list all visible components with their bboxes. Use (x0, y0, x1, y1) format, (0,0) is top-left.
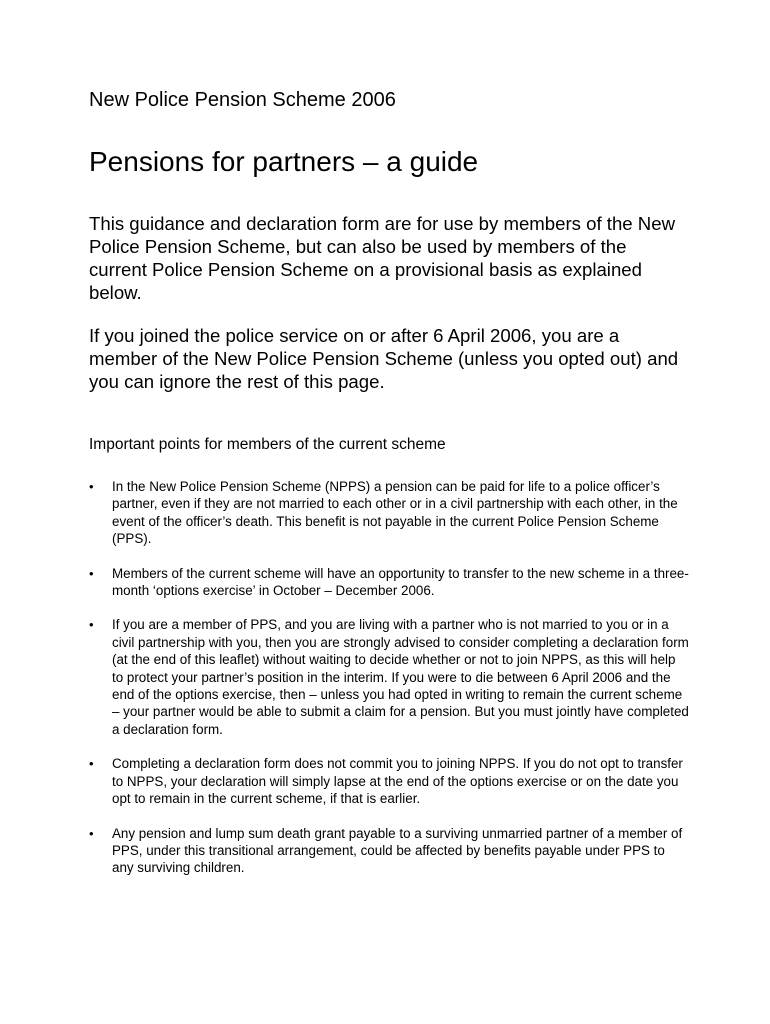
bullet-icon: • (89, 617, 94, 633)
list-item-text: Any pension and lump sum death grant payable to a surviving unmarried partner of a member of PPS, under this transitional arrangement, could be affected by benefits payable under PPS to any surviving children. (112, 825, 683, 876)
intro-paragraph-1: This guidance and declaration form are for use by members of the New Police Pension Scheme, but can also be used by members of the current Police Pension Scheme on a provisional basis as explained below. (89, 213, 675, 303)
bullet-list (89, 478, 689, 894)
list-item-text: If you are a member of PPS, and you are living with a partner who is not married to you or in a civil partnership with you, then you are strongly advised to consider completing a declaration form (at the end of this leaflet) without waiting to decide whether or not to join NPPS, as this will help to protect your partner’s position in the interim. If you were to die between 6 April 2006 and the end of the options exercise, then – unless you had opted in writing to remain the current scheme – your partner would be able to submit a claim for a pension. But you must jointly have completed a declaration form. (112, 617, 689, 737)
intro-paragraph-2: If you joined the police service on or after 6 April 2006, you are a member of the New Police Pension Scheme (unless you opted out) and you can ignore the rest of this page. (89, 325, 679, 392)
list-item-text: Members of the current scheme will have an opportunity to transfer to the new scheme in a three-month ‘options exercise’ in October – December 2006. (112, 565, 689, 599)
scheme-title: New Police Pension Scheme 2006 (89, 89, 396, 111)
list-item (89, 755, 689, 807)
list-item-text: Completing a declaration form does not commit you to joining NPPS. If you do not opt to transfer to NPPS, your declaration will simply lapse at the end of the options exercise or on the date you opt to remain in the current scheme, if that is earlier. (112, 756, 683, 807)
bullet-icon: • (89, 565, 94, 581)
section-heading: Important points for members of the current scheme (89, 436, 446, 453)
list-item-text: In the New Police Pension Scheme (NPPS) a pension can be paid for life to a police officer’s partner, even if they are not married to each other or in a civil partnership with each other, in the event of the officer’s death. This benefit is not payable in the current Police Pension Scheme (PPS). (112, 479, 678, 547)
bullet-icon: • (89, 825, 94, 841)
list-item (89, 825, 689, 877)
bullet-icon: • (89, 756, 94, 772)
list-item (89, 616, 689, 738)
list-item (89, 565, 689, 600)
list-item (89, 478, 689, 548)
bullet-icon: • (89, 479, 94, 494)
page-title: Pensions for partners – a guide (89, 146, 479, 177)
